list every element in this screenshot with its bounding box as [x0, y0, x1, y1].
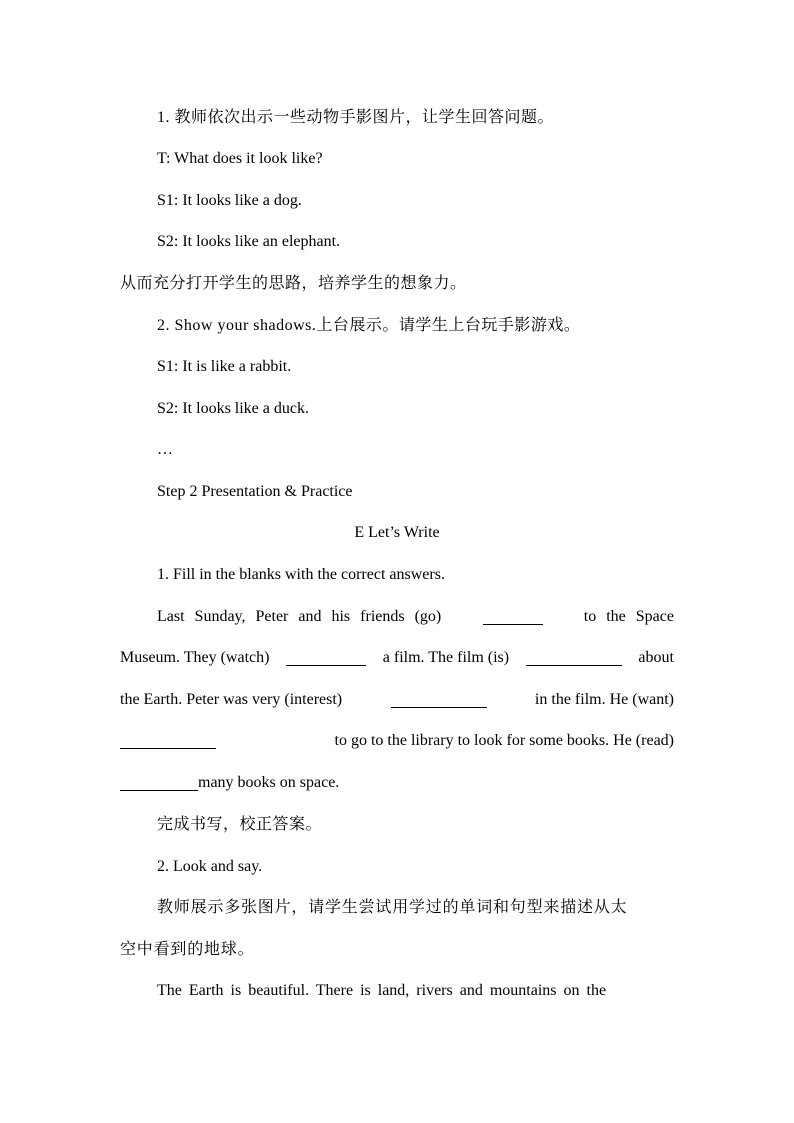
- section-title: E Let’s Write: [354, 524, 440, 541]
- exercise-note: 完成书写，校正答案。: [157, 816, 323, 833]
- blank-read[interactable]: [120, 776, 198, 791]
- step2-student1-answer: S1: It is like a rabbit.: [157, 358, 292, 375]
- student1-answer: S1: It looks like a dog.: [157, 192, 302, 209]
- presentation-heading: Step 2 Presentation & Practice: [157, 483, 353, 500]
- exercise-paragraph-line-5: [120, 772, 674, 794]
- teacher-question: T: What does it look like?: [157, 150, 323, 167]
- look-say-desc-2: 空中看到的地球。: [120, 941, 255, 958]
- exercise-paragraph-line-2: [120, 647, 674, 669]
- blank-interest[interactable]: [391, 693, 487, 708]
- step1-title: 1. 教师依次出示一些动物手影图片，让学生回答问题。: [157, 109, 555, 126]
- exercise-paragraph-line-3: [120, 689, 674, 711]
- step1-summary: 从而充分打开学生的思路，培养学生的想象力。: [120, 275, 467, 292]
- look-say-desc-1: 教师展示多张图片，请学生尝试用学过的单词和句型来描述从太: [157, 899, 628, 916]
- blank-go[interactable]: [483, 610, 543, 625]
- exercise-text: Museum. They (watch): [120, 649, 270, 666]
- step2-student2-answer: S2: It looks like a duck.: [157, 400, 309, 417]
- ellipsis: …: [157, 441, 173, 458]
- blank-watch[interactable]: [286, 651, 366, 666]
- exercise-text: in the film. He (want): [534, 691, 674, 708]
- look-say-title: 2. Look and say.: [157, 858, 263, 875]
- blank-is[interactable]: [526, 651, 622, 666]
- exercise-paragraph-line-4: [120, 730, 674, 752]
- look-say-example: The Earth is beautiful. There is land, rivers and mountains on the: [157, 982, 607, 999]
- step2-title: 2. Show your shadows.上台展示。请学生上台玩手影游戏。: [157, 317, 581, 334]
- exercise-instruction: 1. Fill in the blanks with the correct answers.: [157, 566, 445, 583]
- exercise-text: to the Space: [583, 608, 674, 625]
- student2-answer: S2: It looks like an elephant.: [157, 233, 341, 250]
- exercise-text: the Earth. Peter was very (interest): [120, 691, 343, 708]
- exercise-paragraph-line-1: [157, 606, 674, 628]
- exercise-text: about: [638, 649, 674, 666]
- exercise-text: a film. The film (is): [382, 649, 510, 666]
- exercise-text: to go to the library to look for some books. He (read): [334, 732, 674, 749]
- exercise-text: many books on space.: [198, 774, 340, 791]
- exercise-text: Last Sunday, Peter and his friends (go): [157, 608, 442, 625]
- blank-want[interactable]: [120, 734, 216, 749]
